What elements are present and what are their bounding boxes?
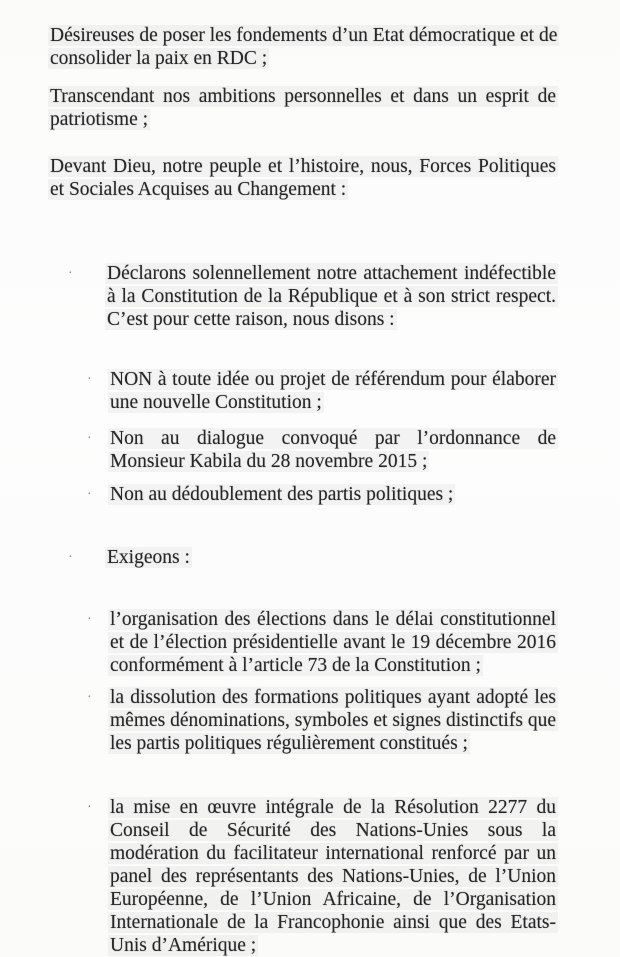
- bullet-dot-icon: ·: [87, 372, 92, 387]
- bullet-item-non-dialogue: [48, 427, 558, 473]
- bullet-dot-icon: ·: [87, 431, 92, 446]
- bullet-dot-icon: ·: [87, 800, 92, 815]
- intro-paragraph-2: [48, 85, 558, 131]
- bullet-text: Non au dédoublement des partis politiques ;: [110, 484, 454, 505]
- bullet-dot-icon: ·: [87, 612, 92, 627]
- bullet-item-organisation-elections: [48, 608, 558, 677]
- bullet-item-resolution-2277: [48, 796, 558, 957]
- bullet-item-non-referendum: [48, 368, 558, 414]
- bullet-item-exigeons: [48, 546, 558, 569]
- bullet-text: Exigeons :: [107, 547, 190, 568]
- bullet-text: l’organisation des élections dans le délai constitutionnel et de l’élection présidentielle avant le 19 décembre 2016 conformément à l’article 73 de la Constitution ;: [110, 609, 556, 676]
- bullet-dot-icon: ·: [87, 487, 92, 502]
- bullet-text: NON à toute idée ou projet de référendum pour élaborer une nouvelle Constitution ;: [110, 369, 556, 413]
- paragraph-text: Transcendant nos ambitions personnelles et dans un esprit de patriotisme ;: [50, 86, 556, 130]
- paragraph-text: Désireuses de poser les fondements d’un Etat démocratique et de consolider la paix en RDC ;: [50, 25, 558, 69]
- bullet-dot-icon: ·: [68, 550, 73, 565]
- bullet-item-non-dedoublement: [48, 483, 558, 506]
- bullet-text: la mise en œuvre intégrale de la Résolution 2277 du Conseil de Sécurité des Nations-Unies sous la modération du facilitateur international renforcé par un panel des représentants des Nations-Unies, de l’Union Européenne, de l’Union Africaine, de l’Organisation Internationale de la Francophonie ainsi que des Etats-Unis d’Amérique ;: [110, 797, 556, 956]
- bullet-text: Déclarons solennellement notre attachement indéfectible à la Constitution de la République et à son strict respect. C’est pour cette raison, nous disons :: [107, 263, 556, 330]
- bullet-dot-icon: ·: [68, 266, 73, 281]
- bullet-text: la dissolution des formations politiques ayant adopté les mêmes dénominations, symboles et signes distinctifs que les partis politiques régulièrement constitués ;: [110, 687, 556, 754]
- bullet-text: Non au dialogue convoqué par l’ordonnance de Monsieur Kabila du 28 novembre 2015 ;: [110, 428, 556, 472]
- intro-paragraph-3: [48, 155, 558, 201]
- bullet-dot-icon: ·: [87, 690, 92, 705]
- paragraph-text: Devant Dieu, notre peuple et l’histoire, nous, Forces Politiques et Sociales Acquises au Changement :: [50, 156, 556, 200]
- bullet-item-declarons: [48, 262, 558, 331]
- bullet-item-dissolution-formations: [48, 686, 558, 755]
- intro-paragraph-1: [48, 24, 558, 70]
